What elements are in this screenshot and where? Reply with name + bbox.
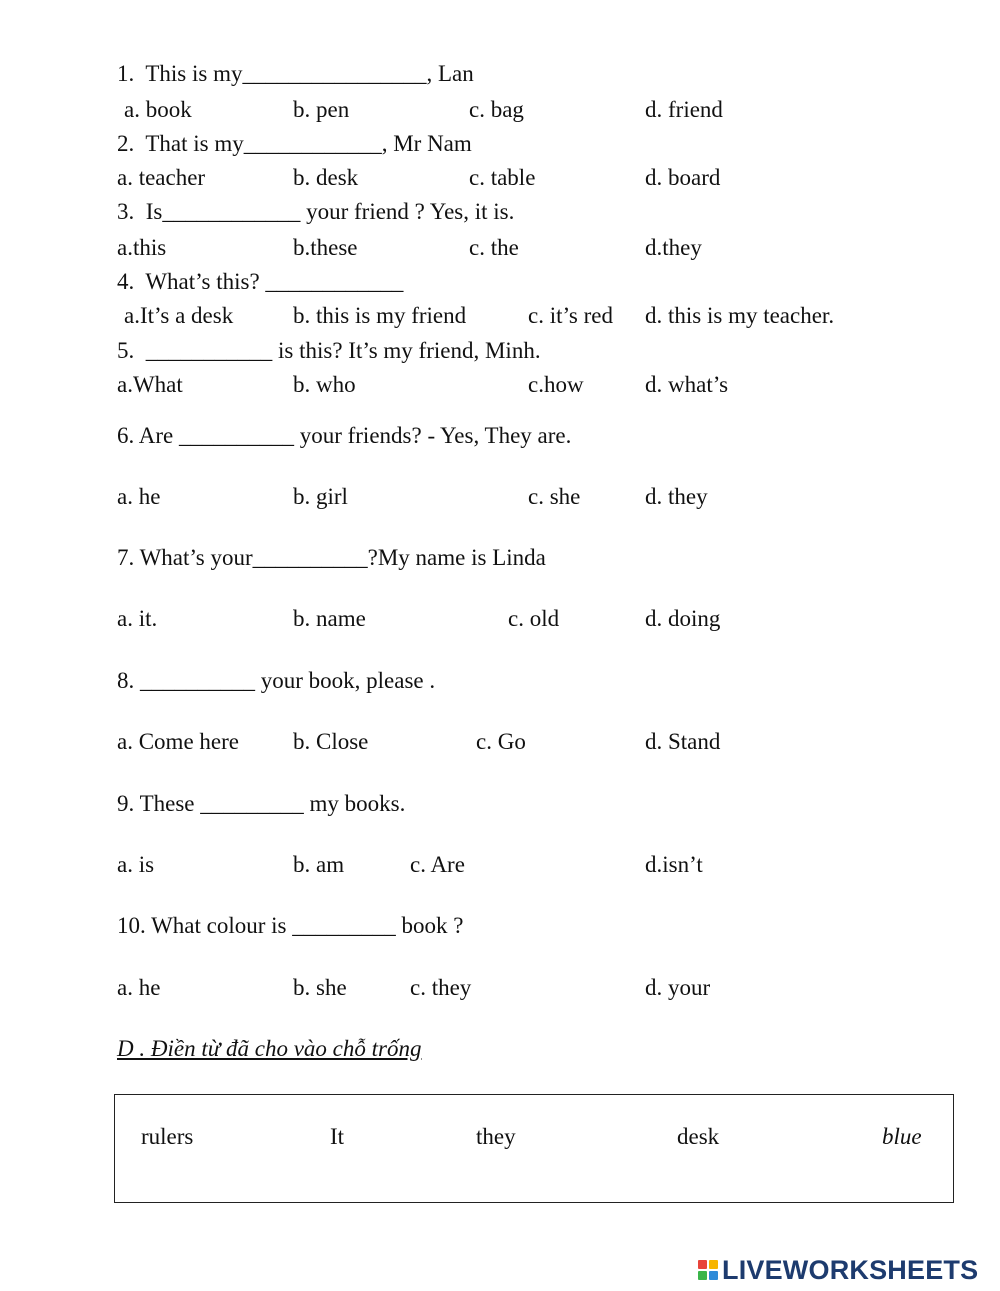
question-2-stem: 2. That is my____________, Mr Nam — [117, 131, 472, 156]
question-10-stem: 10. What colour is _________ book ? — [117, 913, 464, 938]
question-4-option-b: b. this is my friend — [293, 303, 467, 328]
question-3-option-d: d.they — [645, 235, 702, 260]
question-9-option-d: d.isn’t — [645, 852, 703, 877]
question-5-stem: 5. ___________ is this? It’s my friend, Minh. — [117, 338, 541, 363]
question-1-option-c: c. bag — [469, 97, 524, 122]
question-1-stem: 1. This is my________________, Lan — [117, 61, 474, 86]
question-7-option-a: a. it. — [117, 606, 158, 631]
question-8-option-b: b. Close — [293, 729, 369, 754]
question-9-option-a: a. is — [117, 852, 155, 877]
question-8-option-d: d. Stand — [645, 729, 721, 754]
question-2-option-d: d. board — [645, 165, 721, 190]
question-5-option-a: a.What — [117, 372, 183, 397]
word-bank-item: desk — [677, 1124, 720, 1149]
question-10-option-c: c. they — [410, 975, 472, 1000]
logo-mark-icon — [698, 1260, 718, 1280]
question-3-stem: 3. Is____________ your friend ? Yes, it is. — [117, 199, 515, 224]
question-9-stem: 9. These _________ my books. — [117, 791, 406, 816]
logo-text: LIVEWORKSHEETS — [722, 1254, 979, 1285]
question-9-option-c: c. Are — [410, 852, 465, 877]
word-bank-item: It — [330, 1124, 345, 1149]
question-1-option-d: d. friend — [645, 97, 723, 122]
question-4-stem: 4. What’s this? ____________ — [117, 269, 404, 294]
question-6-option-a: a. he — [117, 484, 161, 509]
question-6-stem: 6. Are __________ your friends? - Yes, They are. — [117, 423, 572, 448]
question-10-option-a: a. he — [117, 975, 161, 1000]
question-3-option-c: c. the — [469, 235, 519, 260]
question-8-option-a: a. Come here — [117, 729, 239, 754]
question-3-option-b: b.these — [293, 235, 358, 260]
word-bank-box — [114, 1094, 954, 1203]
question-5-option-c: c.how — [528, 372, 584, 397]
question-2-option-c: c. table — [469, 165, 536, 190]
question-9-option-b: b. am — [293, 852, 345, 877]
question-6-option-b: b. girl — [293, 484, 348, 509]
word-bank-item: blue — [882, 1124, 922, 1149]
section-d-heading: D . Điền từ đã cho vào chỗ trống — [117, 1036, 422, 1061]
question-4-option-d: d. this is my teacher. — [645, 303, 835, 328]
question-4-option-a: a.It’s a desk — [124, 303, 234, 328]
word-bank-item: they — [476, 1124, 516, 1149]
question-2-option-b: b. desk — [293, 165, 359, 190]
question-8-stem: 8. __________ your book, please . — [117, 668, 436, 693]
question-3-option-a: a.this — [117, 235, 167, 260]
question-1-option-b: b. pen — [293, 97, 350, 122]
question-4-option-c: c. it’s red — [528, 303, 613, 328]
question-5-option-b: b. who — [293, 372, 356, 397]
question-1-option-a: a. book — [124, 97, 192, 122]
question-7-option-b: b. name — [293, 606, 366, 631]
question-6-option-d: d. they — [645, 484, 708, 509]
question-10-option-d: d. your — [645, 975, 711, 1000]
question-6-option-c: c. she — [528, 484, 581, 509]
question-8-option-c: c. Go — [476, 729, 526, 754]
question-2-option-a: a. teacher — [117, 165, 206, 190]
question-5-option-d: d. what’s — [645, 372, 729, 397]
liveworksheets-logo — [698, 1255, 978, 1285]
question-7-option-c: c. old — [508, 606, 560, 631]
word-bank-item: rulers — [141, 1124, 194, 1149]
question-7-option-d: d. doing — [645, 606, 721, 631]
question-10-option-b: b. she — [293, 975, 347, 1000]
question-7-stem: 7. What’s your__________?My name is Linda — [117, 545, 546, 570]
